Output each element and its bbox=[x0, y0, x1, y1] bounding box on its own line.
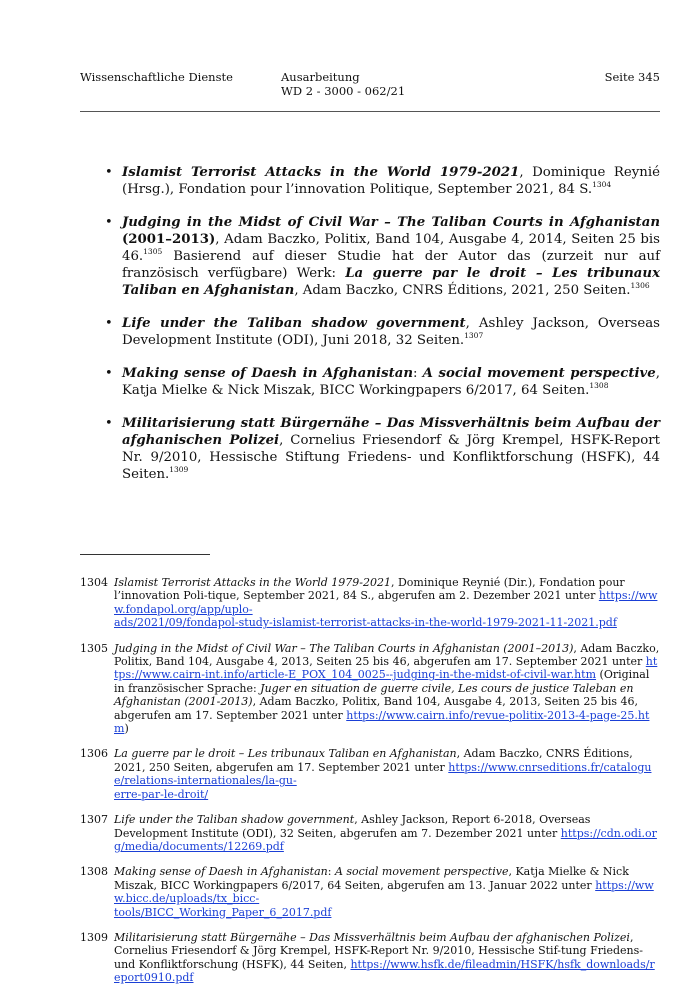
footnote-title: La guerre par le droit – Les tribunaux Taliban en Afghanistan bbox=[114, 747, 457, 761]
footnote-number: 1308 bbox=[80, 865, 108, 879]
footnote-link[interactable]: https://www.fondapol.org/app/uplo- ads/2021/09/fondapol-study-islamist-terrorist-attacks-in-the-world-1979-2021-11-2021.pdf bbox=[114, 589, 658, 630]
footnote bbox=[80, 865, 660, 919]
footnote-text: , Katja Mielke & Nick Miszak, BICC Workingpapers 6/2017, 64 Seiten, abgerufen am 13. Januar 2022 unter bbox=[114, 865, 629, 892]
footnote-link[interactable]: https://www.cairn.info/revue-politix-2013-4-page-25.htm bbox=[114, 708, 650, 736]
footnote-separator: : bbox=[327, 865, 335, 879]
item-text: , Dominique Reynié (Hrsg.), Fondation pour l’innovation Politique, September 2021, 84 S. bbox=[122, 165, 660, 197]
footnote-ref[interactable]: 1307 bbox=[464, 330, 484, 340]
footnote-number: 1306 bbox=[80, 747, 108, 761]
item-text: , Ashley Jackson, Overseas Development Institute (ODI), Juni 2018, 32 Seiten. bbox=[122, 316, 661, 348]
list-item bbox=[105, 214, 660, 299]
footnote-text: , Adam Baczko, Politix, Band 104, Ausgabe 4, 2013, Seiten 25 bis 46, abgerufen am 17. September 2021 unter bbox=[114, 641, 660, 669]
footnote-link[interactable]: https://www.bicc.de/uploads/tx_bicc- tools/BICC_Working_Paper_6_2017.pdf bbox=[114, 878, 654, 919]
item-title: Islamist Terrorist Attacks in the World 1979-2021 bbox=[122, 165, 520, 180]
footnote-ref[interactable]: 1309 bbox=[169, 464, 189, 474]
footnote-number: 1305 bbox=[80, 641, 108, 655]
item-title: Militarisierung statt Bürgernähe – Das Missverhältnis beim Aufbau der afghanischen Polizei bbox=[122, 416, 660, 448]
footnote-title: Militarisierung statt Bürgernähe – Das Missverhältnis beim Aufbau der afghanischen Polizei bbox=[114, 930, 630, 944]
item-text: Basierend auf dieser Studie hat der Autor das (zurzeit nur auf französisch verfügbare) Werk: bbox=[122, 249, 660, 281]
footnote-number: 1309 bbox=[80, 930, 108, 944]
footnote-text: , Adam Baczko, Politix, Band 104, Ausgabe 4, 2013, Seiten 25 bis 46, abgerufen am 17. September 2021 unter bbox=[114, 695, 639, 722]
footnote-subtitle: A social movement perspective bbox=[334, 865, 509, 879]
footnote bbox=[80, 813, 660, 853]
footnote-ref[interactable]: 1305 bbox=[143, 246, 163, 256]
list-item bbox=[105, 365, 660, 399]
footnote-text: , Dominique Reynié (Dir.), Fondation pour l’innovation Poli-tique, September 2021, 84 S., abgerufen am 2. Dezember 2021 unter bbox=[114, 576, 625, 603]
footnote: 1305 Judging in the Midst of Civil War – The Taliban Courts in Afghanistan (2001–2013), Adam Baczko, Politix, Band 104, Ausgabe 4, 2013, Seiten 25 bis 46, abgerufen am 17. September 2021 unter https://www.cairn-int.info/article-E_POX_104_0025--judging-in-the-midst-of-civil-war.htm (Original in französischer Sprache: Juger en situation de guerre civile, Les cours de justice Taleban en Afghanistan (2001-2013), Adam Baczko, Politix, Band 104, Ausgabe 4, 2013, Seiten 25 bis 46, abgerufen am 17. September 2021 unter https://www.cairn.info/revue-politix-2013-4-page-25.htm) bbox=[80, 641, 660, 736]
item-text: , Adam Baczko, CNRS Éditions, 2021, 250 Seiten. bbox=[294, 283, 631, 298]
footnote bbox=[80, 747, 660, 801]
footnote-number: 1307 bbox=[80, 813, 108, 827]
header-doc-number: WD 2 - 3000 - 062/21 bbox=[281, 84, 406, 98]
footnote-ref[interactable]: 1304 bbox=[592, 179, 612, 189]
bullet-icon: • bbox=[105, 416, 113, 431]
item-title: Judging in the Midst of Civil War – The Taliban Courts in Afghanistan bbox=[122, 215, 660, 230]
item-text: , Katja Mielke & Nick Miszak, BICC Workingpapers 6/2017, 64 Seiten. bbox=[122, 366, 660, 398]
header-divider bbox=[80, 111, 660, 112]
footnote-ref[interactable]: 1306 bbox=[630, 280, 650, 290]
footnote-ref[interactable]: 1308 bbox=[589, 380, 609, 390]
bullet-icon: • bbox=[105, 165, 113, 180]
footnote bbox=[80, 576, 660, 630]
footnote-title: Islamist Terrorist Attacks in the World 1979-2021 bbox=[114, 576, 391, 589]
footnote-title: Making sense of Daesh in Afghanistan bbox=[114, 865, 328, 879]
item-separator: : bbox=[413, 366, 423, 381]
footnote-title: Life under the Taliban shadow government bbox=[114, 813, 355, 827]
bullet-icon: • bbox=[105, 215, 113, 230]
footnotes bbox=[80, 576, 660, 997]
footnote-title: Judging in the Midst of Civil War – The Taliban Courts in Afghanistan (2001–2013) bbox=[114, 641, 574, 655]
footnote-number: 1304 bbox=[80, 576, 108, 589]
literature-list bbox=[0, 164, 700, 483]
item-title: La guerre par le droit – Les tribunaux Taliban en Afghanistan bbox=[122, 266, 660, 298]
footnote-text: , Adam Baczko, CNRS Éditions, 2021, 250 Seiten, abgerufen am 17. September 2021 unter bbox=[114, 747, 633, 774]
bullet-icon: • bbox=[105, 316, 113, 331]
footnote-link[interactable]: https://www.cairn-int.info/article-E_POX_104_0025--judging-in-the-midst-of-civil-war.htm bbox=[114, 655, 658, 682]
list-item bbox=[105, 315, 661, 349]
header-page-number: Seite 345 bbox=[604, 70, 660, 84]
item-text: , Adam Baczko, Politix, Band 104, Ausgabe 4, 2014, Seiten 25 bis 46. bbox=[122, 232, 660, 264]
footnote-link[interactable]: https://www.hsfk.de/fileadmin/HSFK/hsfk_downloads/report0910.pdf bbox=[114, 957, 655, 985]
item-title-years: (2001–2013) bbox=[122, 232, 216, 247]
header-doc-type: Ausarbeitung bbox=[281, 70, 360, 84]
header-department: Wissenschaftliche Dienste bbox=[80, 70, 233, 84]
list-item bbox=[105, 415, 660, 483]
item-title: Life under the Taliban shadow government bbox=[122, 316, 466, 331]
page-header bbox=[80, 70, 660, 106]
bullet-icon: • bbox=[105, 366, 113, 381]
footnote-text: , Cornelius Friesendorf & Jörg Krempel, HSFK-Report Nr. 9/2010, Hessische Stif-tung Friedens- und Konfliktforschung (HSFK), 44 Seiten, bbox=[114, 930, 644, 971]
item-subtitle: A social movement perspective bbox=[422, 366, 656, 381]
footnote-link[interactable]: https://cdn.odi.org/media/documents/12269.pdf bbox=[114, 826, 657, 853]
item-title: Making sense of Daesh in Afghanistan bbox=[122, 366, 413, 381]
footnote-divider bbox=[80, 554, 210, 555]
header-document-ref bbox=[281, 70, 405, 98]
footnote-link[interactable]: https://www.cnrseditions.fr/catalogue/relations-internationales/la-gu- erre-par-le-droit/ bbox=[114, 760, 652, 801]
item-text: , Cornelius Friesendorf & Jörg Krempel, HSFK-Report Nr. 9/2010, Hessische Stiftung Friedens- und Konfliktforschung (HSFK), 44 Seiten. bbox=[122, 433, 660, 482]
list-item bbox=[105, 164, 660, 198]
footnote-text: , Ashley Jackson, Report 6-2018, Overseas Development Institute (ODI), 32 Seiten, abgerufen am 7. Dezember 2021 unter bbox=[114, 813, 591, 840]
footnote-text: (Original in französischer Sprache: bbox=[114, 668, 650, 695]
footnote-title: Juger en situation de guerre civile, Les cours de justice Taleban en Afghanistan (2001-2013) bbox=[114, 681, 634, 709]
footnote bbox=[80, 931, 660, 985]
